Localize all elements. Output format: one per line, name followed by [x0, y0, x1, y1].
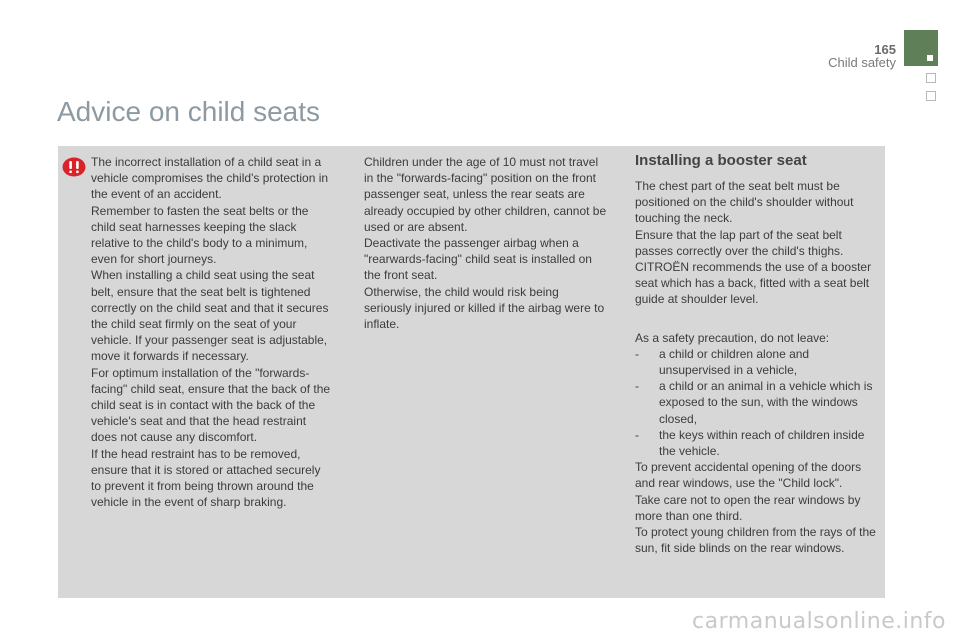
list-item: - the keys within reach of children inside the vehicle. — [635, 427, 865, 459]
precaution-list — [635, 346, 880, 459]
airbag-text: Children under the age of 10 must not travel in the "forwards-facing" position on the front passenger seat, unless the rear seats are already occupied by other children, cannot be used or are absent. Deactivate the passenger airbag when a "rearwards-facing" child seat is installed on the front seat. Otherwise, the child would risk being seriously injured or killed if the airbag were to inflate. — [364, 155, 607, 332]
tab-marker-icon — [927, 55, 933, 61]
warning-exclamation-icon — [62, 157, 86, 177]
content-panel — [58, 146, 885, 598]
list-item: - a child or an animal in a vehicle which is exposed to the sun, with the windows closed, — [635, 379, 873, 426]
page-title: Advice on child seats — [57, 96, 321, 127]
chapter-tab[interactable] — [926, 91, 936, 101]
list-item: - a child or children alone and unsupervised in a vehicle, — [635, 346, 810, 378]
watermark: carmanualsonline.info — [692, 609, 946, 634]
airbag-column — [364, 154, 608, 332]
booster-heading: Installing a booster seat — [635, 152, 807, 169]
section-title: Child safety — [828, 55, 896, 70]
closing-text: To prevent accidental opening of the doors and rear windows, use the "Child lock". Take care not to open the rear windows by more than one third. To protect young children from the rays of the sun, fit side blinds on the rear windows. — [635, 460, 876, 556]
chapter-tab[interactable] — [926, 73, 936, 83]
page-number: 165 — [874, 42, 896, 57]
booster-text: The chest part of the seat belt must be positioned on the child's shoulder without touching the neck. Ensure that the lap part of the seat belt passes correctly over the child's thighs. CITROËN recommends the use of a booster seat which has a back, fitted with a seat belt guide at shoulder level. — [635, 179, 872, 307]
booster-column — [635, 152, 880, 556]
precaution-intro: As a safety precaution, do not leave: — [635, 330, 830, 345]
chapter-tab-active[interactable] — [904, 30, 938, 66]
warning-column — [91, 154, 333, 510]
warning-text: The incorrect installation of a child seat in a vehicle compromises the child's protection in the event of an accident. Remember to fasten the seat belts or the child seat harnesses keeping the slack relative to the child's body to a minimum, even for short journeys. When installing a child seat using the seat belt, ensure that the seat belt is tightened correctly on the child seat and that it secures the child seat firmly on the seat of your vehicle. If your passenger seat is adjustable, move it forwards if necessary. For optimum installation of the "forwards-facing" child seat, ensure that the back of the child seat is in contact with the back of the vehicle's seat and that the head restraint does not cause any discomfort. If the head restraint has to be removed, ensure that it is stored or attached securely to prevent it from being thrown around the vehicle in the event of sharp braking. — [91, 155, 331, 510]
